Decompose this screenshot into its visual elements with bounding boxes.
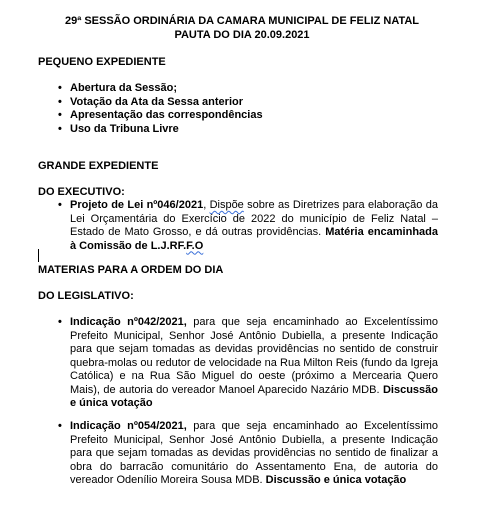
bullet-icon: • bbox=[58, 122, 62, 135]
bullet-icon: • bbox=[58, 109, 62, 121]
heading-do-executivo: DO EXECUTIVO: bbox=[38, 186, 125, 198]
list-item: • Abertura da Sessão; bbox=[58, 82, 177, 94]
list-item: • Apresentação das correspondências bbox=[58, 109, 263, 121]
document-title bbox=[20, 14, 464, 42]
heading-grande-expediente: GRANDE EXPEDIENTE bbox=[38, 160, 159, 172]
bullet-icon: • bbox=[58, 199, 62, 211]
title-line-1: 29ª SESSÃO ORDINÁRIA DA CAMARA MUNICIPAL DE FELIZ NATAL bbox=[64, 15, 420, 27]
list-item: • Uso da Tribuna Livre bbox=[58, 122, 179, 135]
bullet-icon: • bbox=[58, 420, 62, 432]
bullet-icon: • bbox=[58, 82, 62, 94]
bullet-icon: • bbox=[58, 95, 62, 108]
legislativo-item-2: • Indicação nº054/2021, para que seja encaminhado ao Excelentíssimo Prefeito Municipal, Senhor José Antônio Dubiella, a presente Indicação para que sejam tomadas as devidas providências no sentido de finalizar a obra do barracão comunitário do Assentamento Ena, de autoria do vereador Odenílio Moreira Sousa MDB. Discussão e única votação bbox=[58, 420, 438, 486]
spellcheck-word: Dispõe bbox=[209, 199, 244, 211]
heading-pequeno-expediente: PEQUENO EXPEDIENTE bbox=[38, 56, 166, 68]
title-line-2: PAUTA DO DIA 20.09.2021 bbox=[174, 29, 310, 41]
spellcheck-word: F.O bbox=[186, 239, 204, 252]
legislativo-item-1: • Indicação nº042/2021, para que seja encaminhado ao Excelentíssimo Prefeito Municipal, Senhor José Antônio Dubiella, a presente Indicação para que sejam tomadas as devidas providências no sentido de construir quebra-molas ou redutor de velocidade na Rua Milton Reis (fundo da Igreja Católica) e na Rua São Miguel do oeste (próximo a Mercearia Quero Mais), de autoria do vereador Manoel Aparecido Nazário MDB. Discussão e única votação bbox=[58, 316, 438, 409]
executivo-item: • Projeto de Lei nº046/2021, Dispõe sobre as Diretrizes para elaboração da Lei Orçamentária do Exercício de 2022 do município de Feliz Natal – Estado de Mato Grosso, e dá outras providências. Matéria encaminhada à Comissão de L.J.RF.F.O bbox=[58, 199, 439, 252]
list-item: • Votação da Ata da Sessa anterior bbox=[58, 95, 244, 108]
heading-ordem-do-dia: MATERIAS PARA A ORDEM DO DIA bbox=[38, 264, 224, 276]
text-cursor bbox=[38, 249, 39, 262]
heading-do-legislativo: DO LEGISLATIVO: bbox=[38, 290, 134, 302]
bullet-icon: • bbox=[58, 316, 62, 328]
pequeno-expediente-list bbox=[38, 82, 263, 136]
